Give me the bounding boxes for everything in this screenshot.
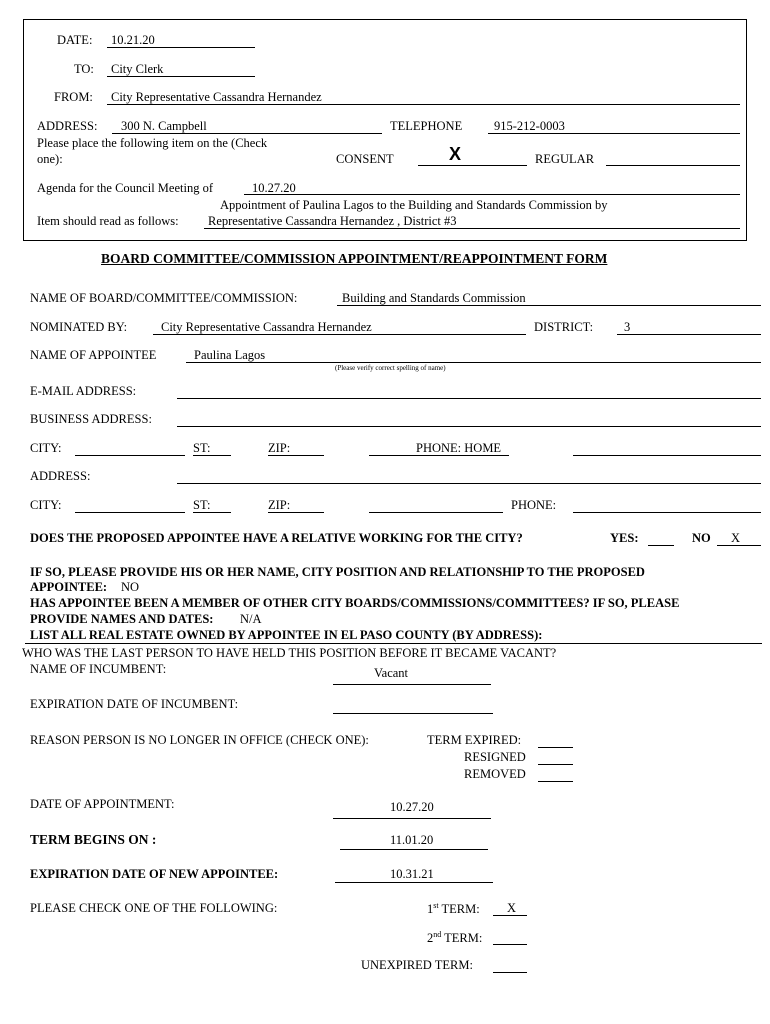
- removed-label: REMOVED: [464, 767, 526, 781]
- state-field[interactable]: [193, 455, 231, 456]
- incumbent-expiration-label: EXPIRATION DATE OF INCUMBENT:: [30, 697, 239, 711]
- removed-field[interactable]: [538, 781, 573, 782]
- form-title: BOARD COMMITTEE/COMMISSION APPOINTMENT/REAPPOINTMENT FORM: [101, 251, 608, 266]
- district-value: 3: [624, 320, 631, 334]
- regular-label: REGULAR: [535, 152, 595, 166]
- home-address-label: ADDRESS:: [30, 469, 91, 483]
- resigned-label: RESIGNED: [464, 750, 526, 764]
- other-boards-answer: N/A: [240, 612, 262, 626]
- city-label: CITY:: [30, 441, 62, 455]
- state-field-2[interactable]: [193, 512, 231, 513]
- state-label-2: ST:: [193, 498, 211, 512]
- telephone-value: 915-212-0003: [494, 119, 565, 133]
- consent-label: CONSENT: [336, 152, 394, 166]
- item-text-2: Representative Cassandra Hernandez , District #3: [208, 214, 457, 228]
- term-begins-value: 11.01.20: [390, 833, 434, 847]
- incumbent-expiration-field[interactable]: [333, 713, 493, 714]
- unexpired-term-label: UNEXPIRED TERM:: [361, 958, 473, 972]
- reason-label: REASON PERSON IS NO LONGER IN OFFICE (CHECK ONE):: [30, 733, 369, 747]
- item-label: Item should read as follows:: [37, 214, 179, 228]
- home-address-field[interactable]: [177, 483, 761, 484]
- nominated-label: NOMINATED BY:: [30, 320, 128, 334]
- incumbent-label: NAME OF INCUMBENT:: [30, 662, 167, 676]
- second-term-field[interactable]: [493, 944, 527, 945]
- other-boards-question: HAS APPOINTEE BEEN A MEMBER OF OTHER CITY BOARDS/COMMISSIONS/COMMITTEES? IF SO, PLEASE: [30, 596, 680, 610]
- email-label: E-MAIL ADDRESS:: [30, 384, 137, 398]
- appointment-date-label: DATE OF APPOINTMENT:: [30, 797, 175, 811]
- zip-label-2: ZIP:: [268, 498, 291, 512]
- real-estate-question: LIST ALL REAL ESTATE OWNED BY APPOINTEE IN EL PASO COUNTY (BY ADDRESS):: [30, 628, 543, 642]
- district-label: DISTRICT:: [534, 320, 594, 334]
- city-field-2[interactable]: [75, 512, 185, 513]
- to-label: TO:: [74, 62, 94, 76]
- from-value: City Representative Cassandra Hernandez: [111, 90, 322, 104]
- business-address-label: BUSINESS ADDRESS:: [30, 412, 152, 426]
- term-expired-label: TERM EXPIRED:: [427, 733, 522, 747]
- board-value: Building and Standards Commission: [342, 291, 526, 305]
- term-begins-label: TERM BEGINS ON :: [30, 832, 157, 847]
- address-value: 300 N. Campbell: [121, 119, 207, 133]
- phone-home-label: PHONE: HOME: [416, 441, 502, 455]
- agenda-label: Agenda for the Council Meeting of: [37, 181, 213, 195]
- from-label: FROM:: [54, 90, 93, 104]
- appointee-value: Paulina Lagos: [194, 348, 266, 362]
- zip-field[interactable]: [268, 455, 324, 456]
- appointee-relative-answer: NO: [121, 580, 140, 594]
- nominated-value: City Representative Cassandra Hernandez: [161, 320, 372, 334]
- state-label: ST:: [193, 441, 211, 455]
- other-boards-label: PROVIDE NAMES AND DATES:: [30, 612, 214, 626]
- no-label: NO: [692, 531, 711, 545]
- city-label-2: CITY:: [30, 498, 62, 512]
- board-label: NAME OF BOARD/COMMITTEE/COMMISSION:: [30, 291, 298, 305]
- appointment-date-value: 10.27.20: [390, 800, 434, 814]
- telephone-label: TELEPHONE: [390, 119, 463, 133]
- place-item-text-2: one):: [37, 152, 63, 166]
- check-one-label: PLEASE CHECK ONE OF THE FOLLOWING:: [30, 901, 278, 915]
- new-expiration-value: 10.31.21: [390, 867, 434, 881]
- zip-label: ZIP:: [268, 441, 291, 455]
- to-value: City Clerk: [111, 62, 164, 76]
- first-term-label: 1st TERM:: [427, 901, 480, 917]
- new-expiration-label: EXPIRATION DATE OF NEW APPOINTEE:: [30, 867, 279, 881]
- email-field[interactable]: [177, 398, 761, 399]
- unexpired-term-field[interactable]: [493, 972, 527, 973]
- date-value: 10.21.20: [111, 33, 155, 47]
- second-term-label: 2nd TERM:: [427, 930, 483, 946]
- consent-check-mark: X: [449, 144, 462, 164]
- yes-field[interactable]: [648, 545, 674, 546]
- relative-question: DOES THE PROPOSED APPOINTEE HAVE A RELATIVE WORKING FOR THE CITY?: [30, 531, 523, 545]
- date-label: DATE:: [57, 33, 93, 47]
- zip-field-2[interactable]: [268, 512, 324, 513]
- phone-home-field[interactable]: [573, 455, 761, 456]
- city-field[interactable]: [75, 455, 185, 456]
- agenda-date: 10.27.20: [252, 181, 296, 195]
- term-expired-field[interactable]: [538, 747, 573, 748]
- appointee-relative-label: APPOINTEE:: [30, 580, 108, 594]
- yes-label: YES:: [610, 531, 639, 545]
- resigned-field[interactable]: [538, 764, 573, 765]
- no-check-mark: X: [731, 531, 741, 545]
- business-address-field[interactable]: [177, 426, 761, 427]
- phone-label: PHONE:: [511, 498, 557, 512]
- item-text-1: Appointment of Paulina Lagos to the Building and Standards Commission by: [220, 198, 608, 212]
- incumbent-value: Vacant: [374, 666, 409, 680]
- verify-spelling-note: (Please verify correct spelling of name): [335, 364, 446, 372]
- appointee-label: NAME OF APPOINTEE: [30, 348, 157, 362]
- first-term-mark: X: [507, 901, 517, 915]
- address-label: ADDRESS:: [37, 119, 98, 133]
- relative-details-text: IF SO, PLEASE PROVIDE HIS OR HER NAME, CITY POSITION AND RELATIONSHIP TO THE PROPOSED: [30, 565, 645, 579]
- last-person-question: WHO WAS THE LAST PERSON TO HAVE HELD THIS POSITION BEFORE IT BECAME VACANT?: [22, 646, 557, 660]
- phone-field[interactable]: [573, 512, 761, 513]
- place-item-text-1: Please place the following item on the (Check: [37, 136, 268, 150]
